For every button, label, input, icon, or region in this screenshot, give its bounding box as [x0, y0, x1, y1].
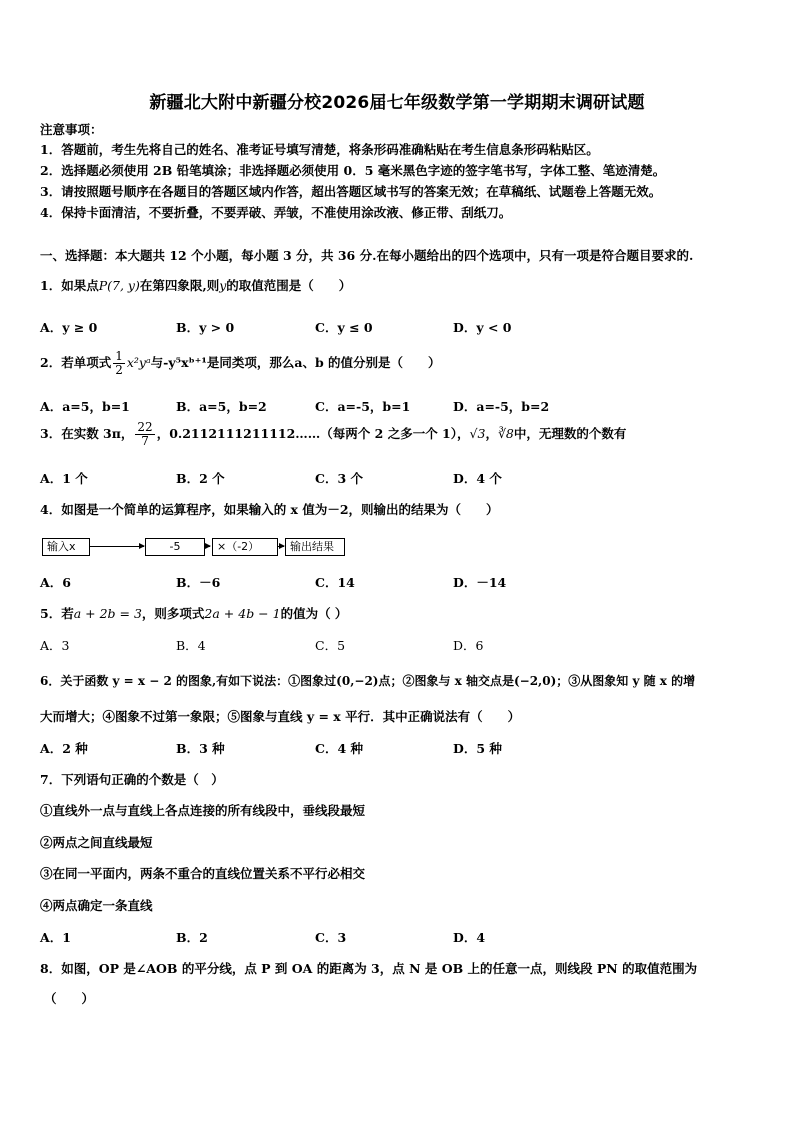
q6-option-c: C．4 种 [315, 741, 363, 756]
q3-fraction: $\frac{22}{7}$ [137, 420, 153, 448]
q3-option-a: A．1 个 [40, 471, 88, 486]
q1-option-b: B．y > 0 [176, 320, 235, 335]
notice-item-4: 4．保持卡面清洁，不要折叠，不要弄破、弄皱，不准使用涂改液、修正带、刮纸刀。 [40, 205, 512, 220]
q7-statement-2: ②两点之间直线最短 [40, 835, 153, 850]
q7-statement-3: ③在同一平面内，两条不重合的直线位置关系不平行必相交 [40, 866, 366, 881]
q7-statement-1: ①直线外一点与直线上各点连接的所有线段中，垂线段最短 [40, 803, 366, 818]
q5-option-c: C．5 [315, 638, 346, 653]
q5-option-a: A．3 [40, 638, 70, 653]
flow-box-input: 输入x [42, 538, 90, 556]
flow-arrow-2 [205, 546, 210, 547]
q3-option-c: C．3 个 [315, 471, 363, 486]
section-heading: 一、选择题：本大题共 12 个小题，每小题 3 分，共 36 分.在每小题给出的四个选项中，只有一项是符合题目要求的. [40, 248, 694, 263]
page-title: 新疆北大附中新疆分校2026届七年级数学第一学期期末调研试题 [149, 93, 645, 113]
notice-heading: 注意事项： [40, 122, 103, 137]
notice-item-1: 1．答题前，考生先将自己的姓名、准考证号填写清楚，将条形码准确粘贴在考生信息条形码粘贴区。 [40, 142, 599, 157]
question-3: 3．在实数 3π， $\frac{22}{7}$ ，0.2112111211112……（每两个 2 之多一个 1），√3，∛8中，无理数的个数有 [40, 420, 627, 448]
question-7: 7．下列语句正确的个数是（ ） [40, 772, 224, 787]
question-8-line-2: （ ） [44, 991, 95, 1006]
q2-fraction: $\frac{1}{2}$ [115, 349, 123, 377]
question-5: 5．若a + 2b = 3，则多项式2a + 4b − 1的值为（ ） [40, 606, 348, 621]
q4-option-c: C．14 [315, 575, 355, 590]
question-2: 2．若单项式 $\frac{1}{2}$ x²yᵃ与-y⁵xᵇ⁺¹是同类项，那么a、b 的值分别是（ ） [40, 349, 441, 377]
q1-option-a: A．y ≥ 0 [40, 320, 98, 335]
question-6-line-2: 大而增大；④图象不过第一象限；⑤图象与直线 y = x 平行．其中正确说法有（ ） [40, 709, 521, 724]
q2-option-c: C．a=-5，b=1 [315, 399, 411, 414]
q1-option-c: C．y ≤ 0 [315, 320, 373, 335]
question-8-line-1: 8．如图，OP 是∠AOB 的平分线，点 P 到 OA 的距离为 3，点 N 是 OB 上的任意一点，则线段 PN 的取值范围为 [40, 961, 698, 976]
question-6-line-1: 6．关于函数 y = x − 2 的图象,有如下说法：①图象过(0,−2)点；②图象与 x 轴交点是(−2,0)；③从图象知 y 随 x 的增 [40, 674, 696, 688]
q2-option-d: D．a=-5，b=2 [453, 399, 550, 414]
q6-option-b: B．3 种 [176, 741, 225, 756]
notice-item-3: 3．请按照题号顺序在各题目的答题区域内作答，超出答题区域书写的答案无效；在草稿纸、试题卷上答题无效。 [40, 184, 662, 199]
flow-box-minus5: -5 [145, 538, 205, 556]
question-1: 1．如果点P(7, y)在第四象限,则y的取值范围是（ ） [40, 278, 352, 293]
q2-option-b: B．a=5，b=2 [176, 399, 267, 414]
q3-option-b: B．2 个 [176, 471, 225, 486]
q4-option-a: A．6 [40, 575, 71, 590]
q7-statement-4: ④两点确定一条直线 [40, 898, 153, 913]
q4-option-b: B．－6 [176, 575, 221, 590]
q7-option-d: D．4 [453, 930, 486, 945]
flow-box-output: 输出结果 [285, 538, 345, 556]
flow-box-times-neg2: ×（-2） [212, 538, 278, 556]
question-4: 4．如图是一个简单的运算程序，如果输入的 x 值为－2，则输出的结果为（ ） [40, 502, 499, 517]
q4-option-d: D．－14 [453, 575, 507, 590]
q7-option-c: C．3 [315, 930, 347, 945]
q7-option-a: A．1 [40, 930, 71, 945]
q6-option-a: A．2 种 [40, 741, 88, 756]
flow-arrow-1 [90, 546, 144, 547]
q5-option-d: D．6 [453, 638, 484, 653]
notice-item-2: 2．选择题必须使用 2B 铅笔填涂；非选择题必须使用 0．5 毫米黑色字迹的签字笔书写，字体工整、笔迹清楚。 [40, 163, 666, 178]
flow-arrow-3 [278, 546, 284, 547]
q5-option-b: B．4 [176, 638, 206, 653]
q6-option-d: D．5 种 [453, 741, 502, 756]
q2-option-a: A．a=5，b=1 [40, 399, 130, 414]
q3-option-d: D．4 个 [453, 471, 502, 486]
q1-option-d: D．y < 0 [453, 320, 512, 335]
q7-option-b: B．2 [176, 930, 208, 945]
